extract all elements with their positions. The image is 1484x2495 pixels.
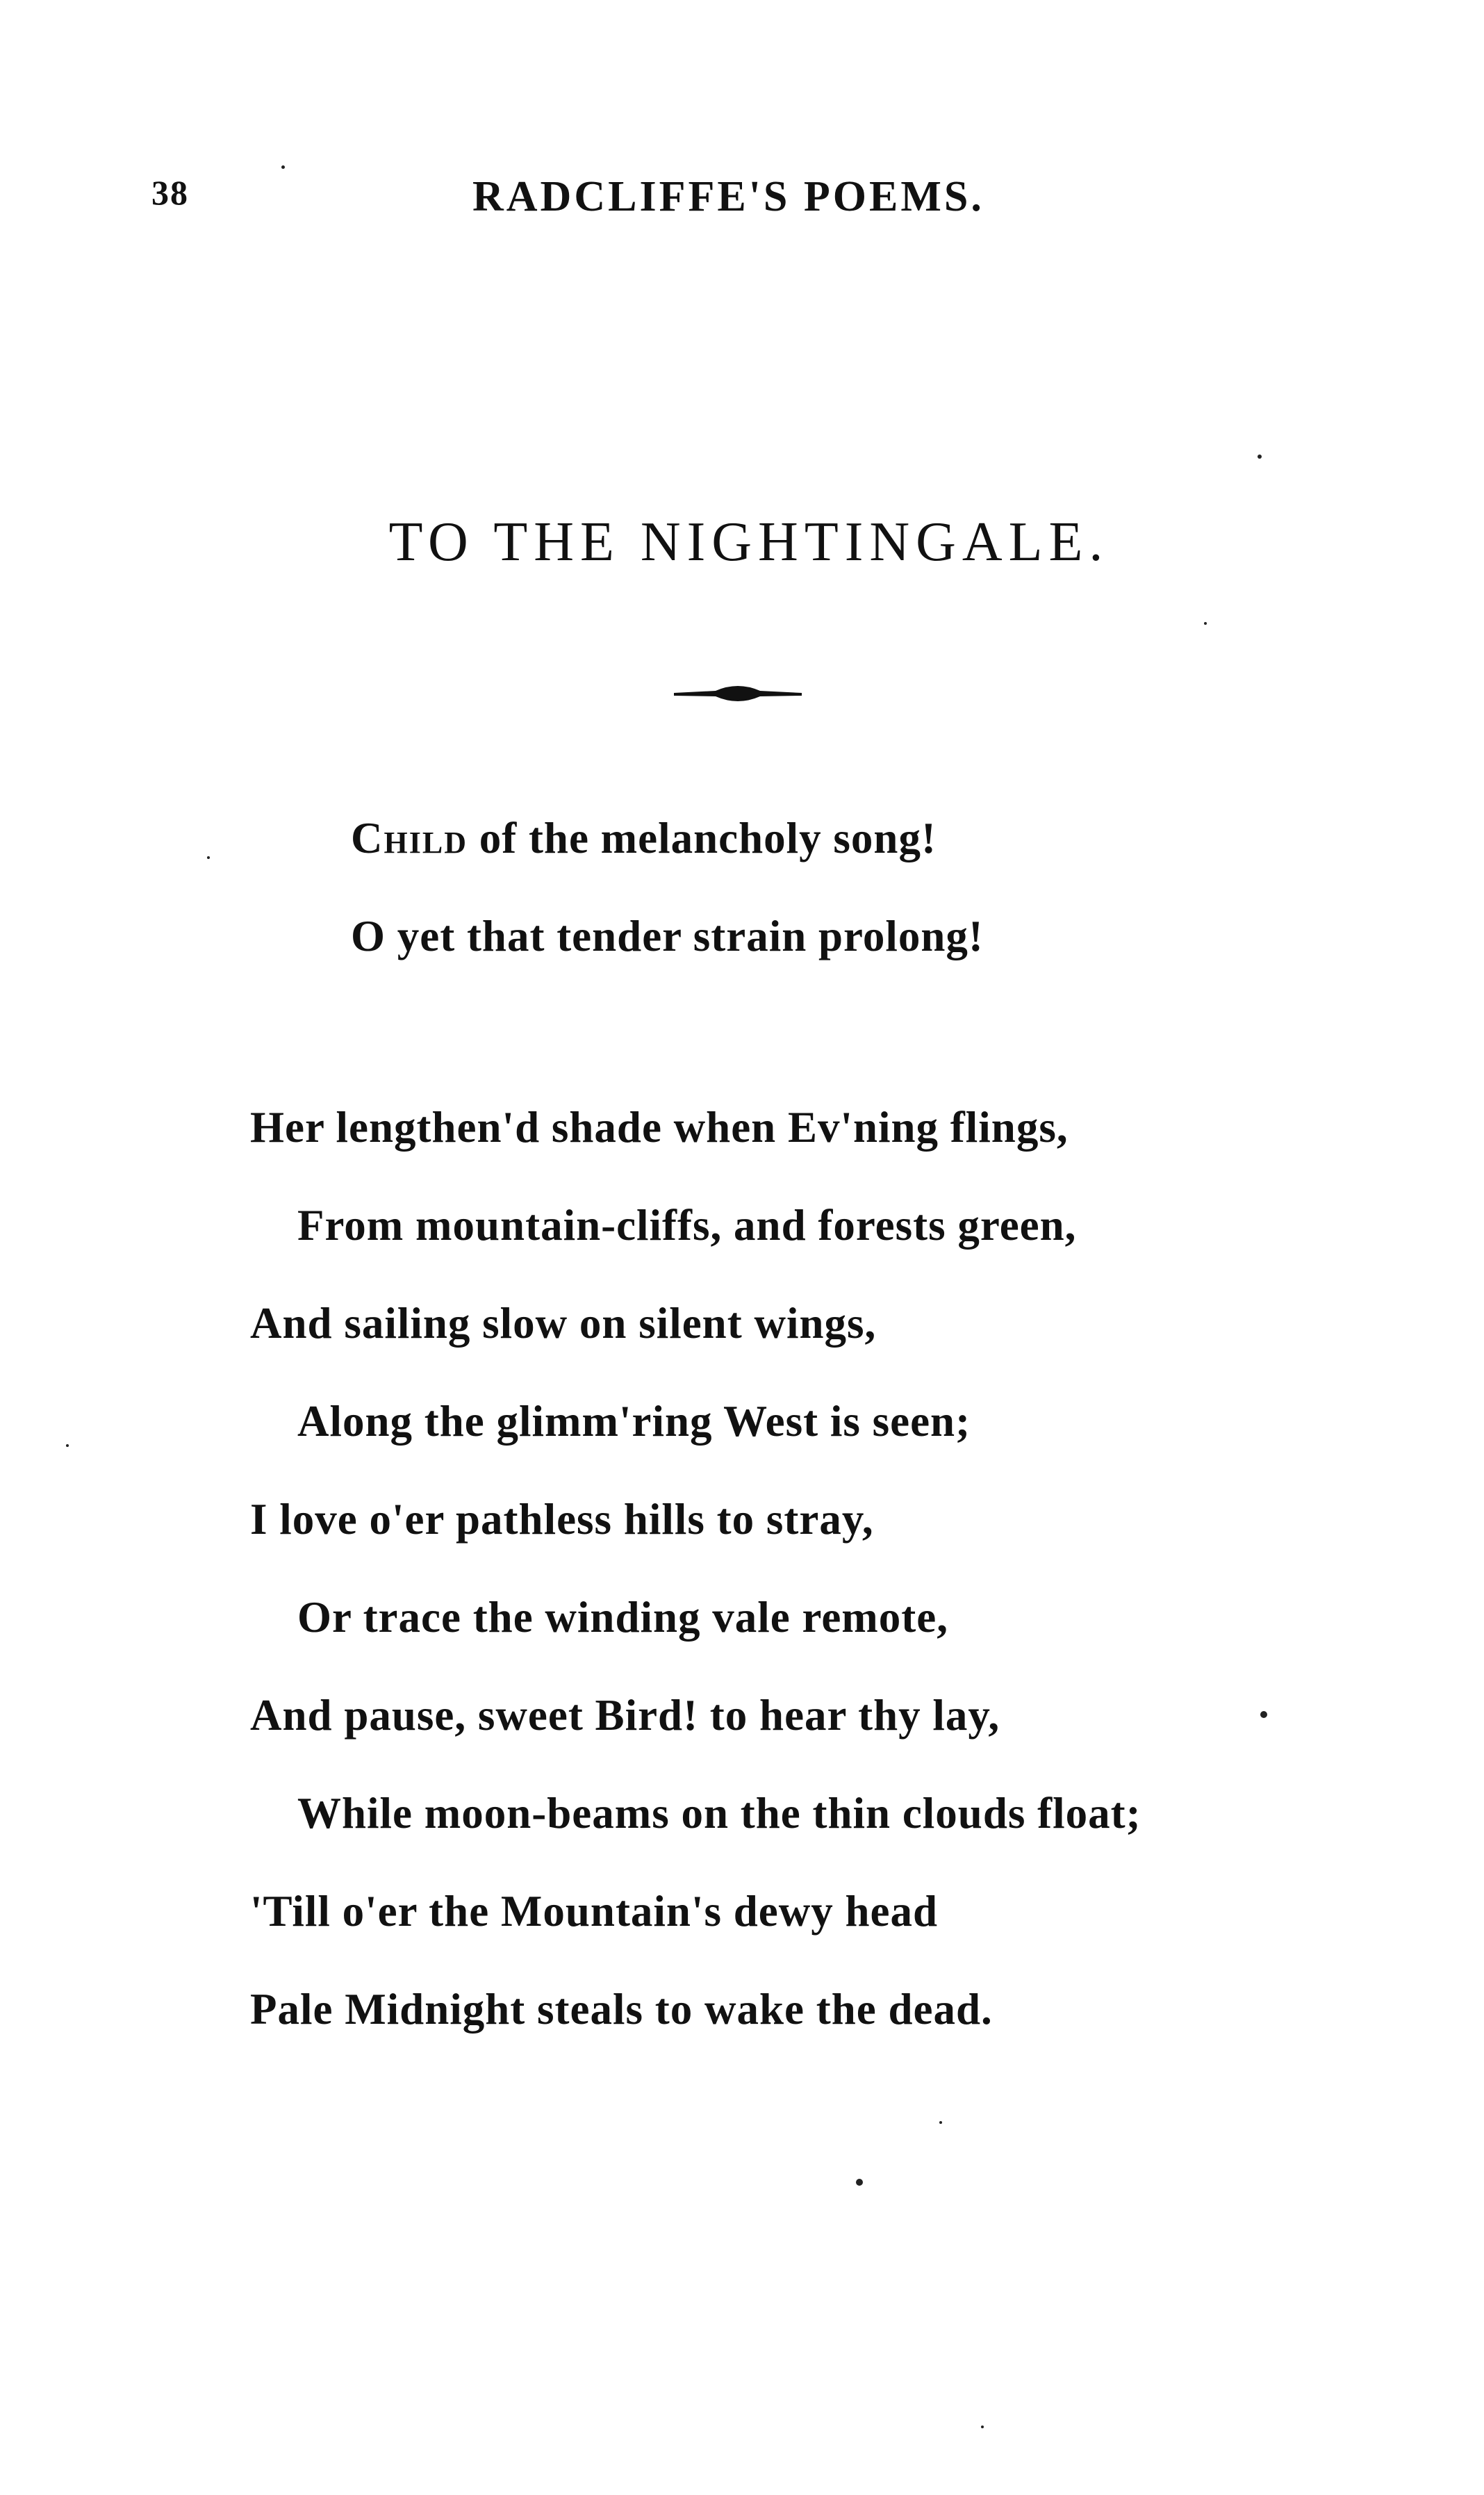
page-number: 38 [151, 173, 189, 212]
poem-line: Her lengthen'd shade when Ev'ning flings, [250, 1103, 1069, 1152]
scan-speck [939, 2121, 942, 2124]
page-header [0, 172, 1484, 228]
scan-speck [1204, 622, 1207, 625]
scan-speck [66, 1444, 69, 1447]
poem-line: Pale Midnight steals to wake the dead. [250, 1985, 993, 2034]
scan-speck [981, 2426, 984, 2428]
poem-line-opening-2: O yet that tender strain prolong! [351, 912, 984, 960]
poem-line: I love o'er pathless hills to stray, [250, 1495, 874, 1544]
poem-title: TO THE NIGHTINGALE. [388, 512, 1110, 573]
scan-speck [207, 856, 210, 859]
poem-line-opening-1 [351, 813, 937, 864]
poem-line: 'Till o'er the Mountain's dewy head [250, 1887, 939, 1936]
poem-line: And sailing slow on silent wings, [250, 1299, 877, 1348]
poem-line: And pause, sweet Bird! to hear thy lay, [250, 1691, 1000, 1740]
poem-line-text: of the melancholy song! [467, 814, 937, 862]
poem-line: Along the glimm'ring West is seen; [297, 1397, 971, 1446]
scan-speck [1258, 455, 1262, 459]
decorative-rule-icon [674, 680, 802, 707]
drop-word: Child [351, 814, 468, 862]
running-head: RADCLIFFE'S POEMS. [472, 173, 984, 220]
scan-speck [281, 165, 285, 169]
scan-speck [1260, 1711, 1267, 1718]
poem-line: From mountain-cliffs, and forests green, [297, 1201, 1077, 1250]
poem-line: Or trace the winding vale remote, [297, 1593, 948, 1642]
poem-line: While moon-beams on the thin clouds float; [297, 1789, 1141, 1838]
scan-speck [856, 2179, 863, 2186]
